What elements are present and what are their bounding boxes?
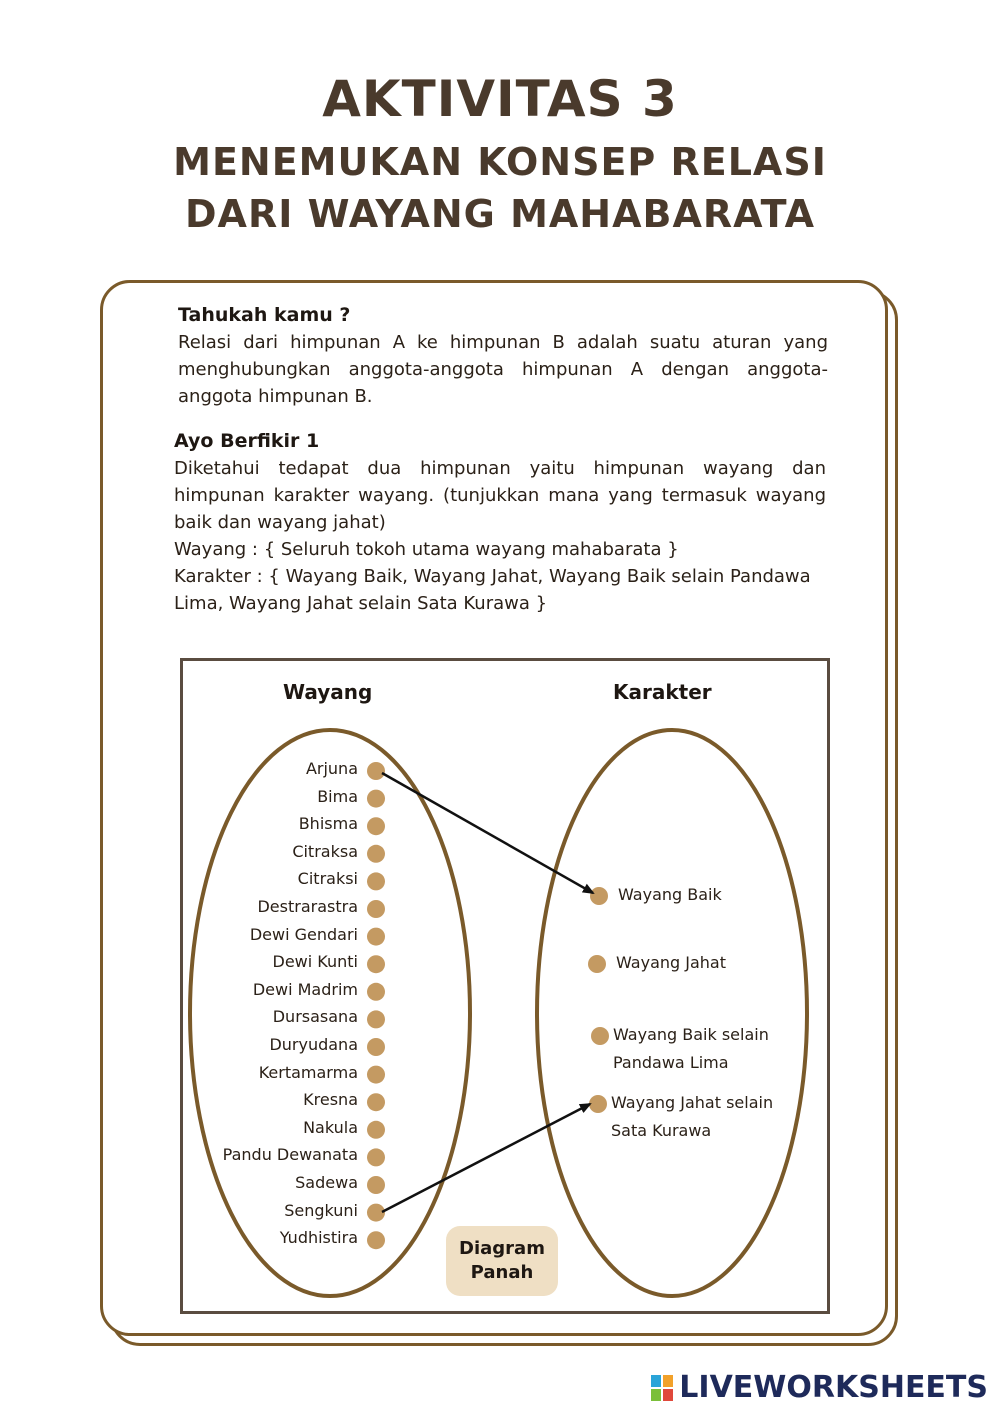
wayang-dot[interactable] [367,790,385,808]
wayang-item: Dewi Kunti [272,952,358,972]
karakter-dot[interactable] [588,955,606,973]
wayang-item: Duryudana [269,1035,358,1054]
karakter-item: Wayang Baik selain Pandawa Lima [613,1025,769,1072]
karakter-dot[interactable] [590,887,608,905]
subtitle-line-2: DARI WAYANG MAHABARATA [185,192,815,236]
set-b-title: Karakter [613,680,712,704]
wayang-item: Bhisma [298,814,358,834]
activity-title: AKTIVITAS 3 [322,70,678,128]
arrow-sengkuni-wayang-jahat-selain [382,1104,590,1212]
wayang-dot[interactable] [367,1148,385,1166]
set-a-title: Wayang [283,680,373,704]
wayang-dot[interactable] [367,983,385,1001]
wayang-dot[interactable] [367,762,385,780]
wayang-dot[interactable] [367,1121,385,1139]
wayang-item: Kertamarma [258,1062,358,1082]
set-b-ellipse [537,730,807,1296]
wayang-item: Citraksa [292,841,358,861]
wayang-dot[interactable] [367,1093,385,1111]
karakter-item: Wayang Jahat selain Sata Kurawa [611,1093,774,1140]
wayang-item: Dewi Madrim [252,979,358,999]
wayang-dot[interactable] [367,845,385,863]
wayang-dot[interactable] [367,955,385,973]
wayang-item: Arjuna [305,759,358,778]
wayang-dot[interactable] [367,900,385,918]
wayang-item: Sadewa [295,1173,358,1192]
karakter-dot[interactable] [589,1095,607,1113]
wayang-item: Pandu Dewanata [222,1145,358,1165]
subtitle-line-1: MENEMUKAN KONSEP RELASI [173,140,827,184]
wayang-dot[interactable] [367,1066,385,1084]
wayang-set-definition: Wayang : { Seluruh tokoh utama wayang mahabarata } [174,539,679,560]
wayang-item: Sengkuni [284,1200,358,1220]
diagram-type-badge: Diagram Panah [446,1226,558,1296]
task-heading: Ayo Berfikir 1 [174,430,320,452]
wayang-dot[interactable] [367,928,385,946]
wayang-item: Bima [317,786,358,806]
wayang-dot[interactable] [367,1231,385,1249]
wayang-item: Nakula [303,1117,358,1137]
brand-logo: LIVEWORKSHEETS [651,1370,988,1405]
wayang-item: Destrarastra [257,897,358,916]
wayang-item: Citraksi [297,869,358,889]
liveworksheets-icon [651,1375,673,1401]
task-text: Diketahui tedapat dua himpunan yaitu himpunan wayang dan himpunan karakter wayang. (tunjukkan mana yang termasuk wayang baik dan wayang jahat) [174,458,826,533]
info-text: Relasi dari himpunan A ke himpunan B adalah suatu aturan yang menghubungkan anggota-anggota himpunan A dengan anggota-anggota himpunan B. [178,332,828,407]
wayang-item: Kresna [303,1090,358,1110]
karakter-item: Wayang Baik [618,885,722,904]
wayang-dot[interactable] [367,1010,385,1028]
wayang-dot[interactable] [367,1204,385,1222]
wayang-dot[interactable] [367,872,385,890]
wayang-dot[interactable] [367,1038,385,1056]
wayang-dot[interactable] [367,817,385,835]
wayang-item: Dewi Gendari [249,924,358,944]
karakter-item: Wayang Jahat [616,953,726,972]
wayang-item: Yudhistira [279,1228,358,1248]
wayang-dot[interactable] [367,1176,385,1194]
karakter-set-definition: Karakter : { Wayang Baik, Wayang Jahat, Wayang Baik selain Pandawa Lima, Wayang Jahat selain Sata Kurawa } [174,566,811,614]
info-heading: Tahukah kamu ? [178,304,351,326]
wayang-item: Dursasana [272,1007,358,1027]
arrow-arjuna-wayang-baik [382,773,593,893]
karakter-dot[interactable] [591,1027,609,1045]
